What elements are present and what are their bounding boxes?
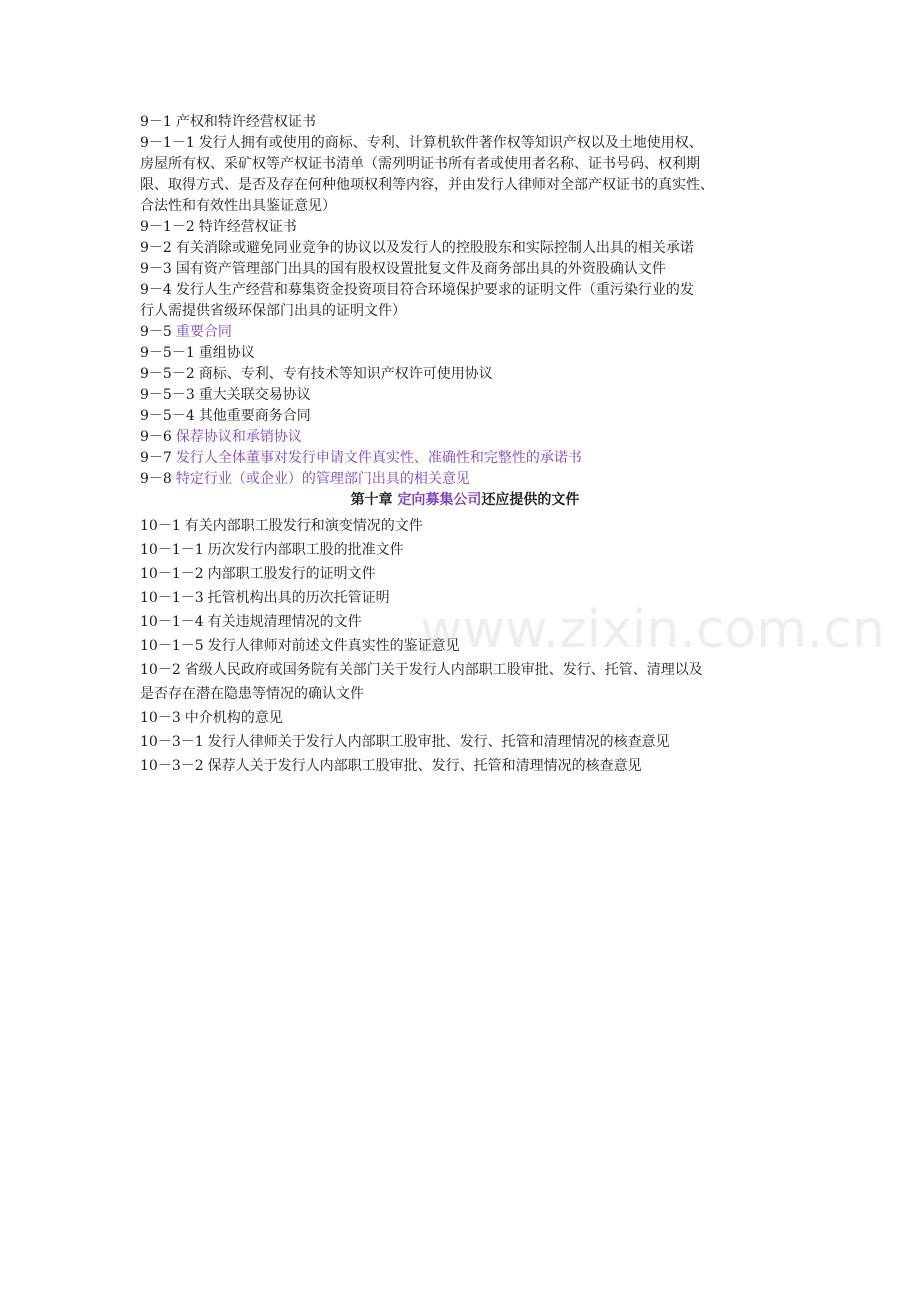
chapter-prefix: 第十章 <box>350 492 393 508</box>
item-text: 有关内部职工股发行和演变情况的文件 <box>184 518 423 534</box>
item-number: 10－1－4 <box>140 614 204 630</box>
section-10-line <box>140 682 790 706</box>
section-9-line <box>140 259 790 280</box>
item-number: 9－2 <box>140 240 172 256</box>
item-link-text[interactable]: 重要合同 <box>175 324 232 340</box>
section-9-line <box>140 469 790 490</box>
section-9-line <box>140 217 790 238</box>
section-9-line <box>140 364 790 385</box>
chapter-suffix: 还应提供的文件 <box>481 492 580 508</box>
item-number: 9－5－3 <box>140 387 195 403</box>
section-9-line <box>140 343 790 364</box>
item-text: 有关违规清理情况的文件 <box>207 614 362 630</box>
chapter-heading <box>140 490 790 511</box>
section-9-line <box>140 112 790 133</box>
item-text: 其他重要商务合同 <box>198 408 311 424</box>
section-10-list <box>140 514 790 778</box>
item-text: 有关消除或避免同业竞争的协议以及发行人的控股股东和实际控制人出具的相关承诺 <box>175 240 694 256</box>
section-9-line <box>140 133 790 154</box>
item-number: 9－5－2 <box>140 366 195 382</box>
item-text: 限、取得方式、是否及存在何种他项权利等内容，并由发行人律师对全部产权证书的真实性、 <box>140 177 714 193</box>
item-number: 10－3 <box>140 710 181 726</box>
item-text: 发行人生产经营和募集资金投资项目符合环境保护要求的证明文件（重污染行业的发 <box>175 282 694 298</box>
section-10-line <box>140 658 790 682</box>
section-9-line <box>140 280 790 301</box>
section-10-line <box>140 754 790 778</box>
section-9-list <box>140 112 790 490</box>
item-number: 9－5 <box>140 324 172 340</box>
section-9-line <box>140 238 790 259</box>
item-number: 10－1－1 <box>140 542 204 558</box>
chapter-link[interactable]: 定向募集公司 <box>397 492 482 508</box>
item-text: 合法性和有效性出具鉴证意见） <box>140 198 336 214</box>
section-10-line <box>140 610 790 634</box>
item-number: 9－1 <box>140 114 172 130</box>
item-number: 10－1－2 <box>140 566 204 582</box>
item-number: 9－7 <box>140 450 172 466</box>
item-number: 10－1 <box>140 518 181 534</box>
section-9-line <box>140 196 790 217</box>
item-link-text[interactable]: 发行人全体董事对发行申请文件真实性、准确性和完整性的承诺书 <box>175 450 582 466</box>
section-9-line <box>140 427 790 448</box>
item-number: 9－3 <box>140 261 172 277</box>
item-text: 发行人拥有或使用的商标、专利、计算机软件著作权等知识产权以及土地使用权、 <box>198 135 703 151</box>
section-10-line <box>140 706 790 730</box>
item-number: 9－1－2 <box>140 219 195 235</box>
item-number: 9－5－1 <box>140 345 195 361</box>
item-text: 重组协议 <box>198 345 255 361</box>
item-text: 历次发行内部职工股的批准文件 <box>207 542 404 558</box>
item-number: 10－1－3 <box>140 590 204 606</box>
item-number: 9－1－1 <box>140 135 195 151</box>
item-number: 9－8 <box>140 471 172 487</box>
section-10-line <box>140 586 790 610</box>
item-text: 国有资产管理部门出具的国有股权设置批复文件及商务部出具的外资股确认文件 <box>175 261 666 277</box>
item-text: 重大关联交易协议 <box>198 387 311 403</box>
watermark: www.zixin.com.cn <box>420 600 885 660</box>
item-number: 10－2 <box>140 662 181 678</box>
section-9-line <box>140 154 790 175</box>
item-number: 10－3－2 <box>140 758 204 774</box>
section-9-line <box>140 301 790 322</box>
item-text: 房屋所有权、采矿权等产权证书清单（需列明证书所有者或使用者名称、证书号码、权利期 <box>140 156 700 172</box>
item-text: 省级人民政府或国务院有关部门关于发行人内部职工股审批、发行、托管、清理以及 <box>184 662 703 678</box>
section-9-line <box>140 406 790 427</box>
item-text: 发行人律师关于发行人内部职工股审批、发行、托管和清理情况的核查意见 <box>207 734 670 750</box>
item-number: 9－4 <box>140 282 172 298</box>
item-number: 9－5－4 <box>140 408 195 424</box>
item-number: 10－1－5 <box>140 638 204 654</box>
section-10-line <box>140 634 790 658</box>
section-9-line <box>140 322 790 343</box>
section-10-line <box>140 538 790 562</box>
item-text: 产权和特许经营权证书 <box>175 114 316 130</box>
item-text: 内部职工股发行的证明文件 <box>207 566 376 582</box>
section-9-line <box>140 175 790 196</box>
item-text: 中介机构的意见 <box>184 710 283 726</box>
item-text: 托管机构出具的历次托管证明 <box>207 590 390 606</box>
section-10-line <box>140 730 790 754</box>
section-9-line <box>140 385 790 406</box>
item-text: 是否存在潜在隐患等情况的确认文件 <box>140 686 364 702</box>
item-text: 行人需提供省级环保部门出具的证明文件） <box>140 303 406 319</box>
section-9-line <box>140 448 790 469</box>
item-link-text[interactable]: 特定行业（或企业）的管理部门出具的相关意见 <box>175 471 470 487</box>
section-10-line <box>140 562 790 586</box>
item-text: 特许经营权证书 <box>198 219 297 235</box>
item-number: 10－3－1 <box>140 734 204 750</box>
item-text: 保荐人关于发行人内部职工股审批、发行、托管和清理情况的核查意见 <box>207 758 642 774</box>
item-number: 9－6 <box>140 429 172 445</box>
item-link-text[interactable]: 保荐协议和承销协议 <box>175 429 302 445</box>
item-text: 发行人律师对前述文件真实性的鉴证意见 <box>207 638 460 654</box>
item-text: 商标、专利、专有技术等知识产权许可使用协议 <box>198 366 493 382</box>
document-body <box>140 112 790 778</box>
section-10-line <box>140 514 790 538</box>
